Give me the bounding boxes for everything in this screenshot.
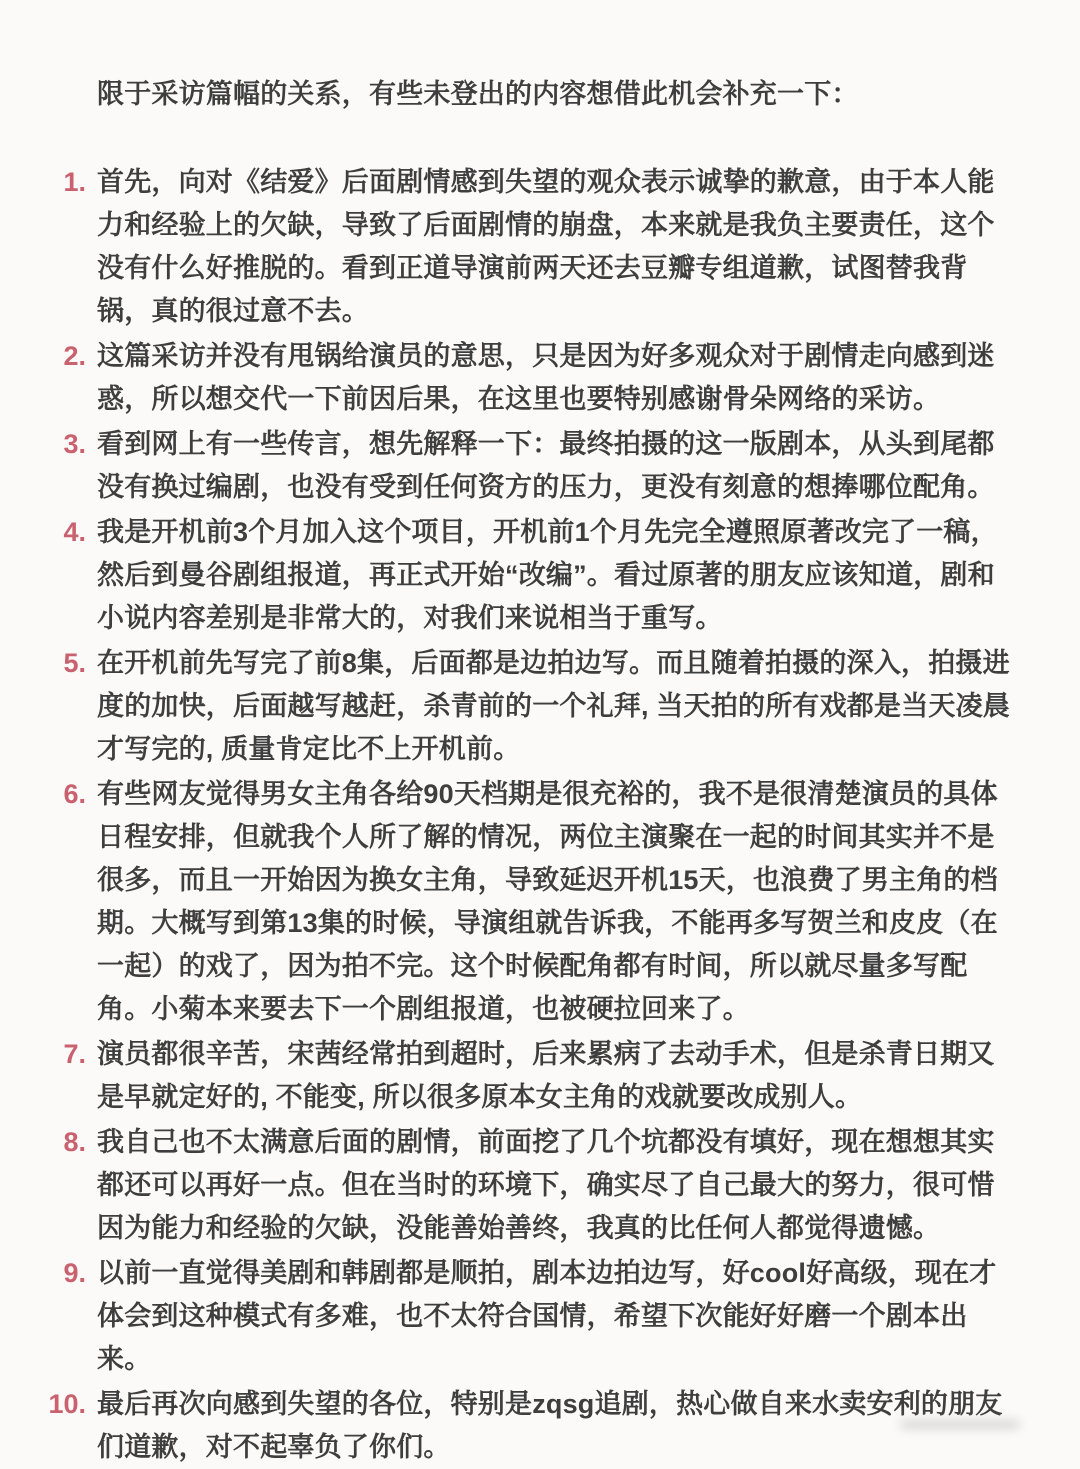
list-item [0, 1383, 1017, 1469]
item-number: 9. [63, 1258, 86, 1288]
item-number: 1. [63, 167, 86, 197]
item-text: 以前一直觉得美剧和韩剧都是顺拍，剧本边拍边写，好cool好高级，现在才体会到这种模式有多难，也不太符合国情，希望下次能好好磨一个剧本出来。 [97, 1258, 997, 1374]
item-number: 5. [63, 648, 86, 678]
numbered-list [0, 161, 1017, 1469]
list-item [0, 335, 1017, 421]
list-item [0, 423, 1017, 509]
list-item [0, 1033, 1017, 1119]
item-number: 2. [63, 341, 86, 371]
list-item [0, 1252, 1017, 1381]
list-item [0, 773, 1017, 1031]
item-number: 4. [63, 517, 86, 547]
intro-paragraph: 限于采访篇幅的关系，有些未登出的内容想借此机会补充一下： [97, 79, 859, 109]
list-item [0, 511, 1017, 640]
item-text: 最后再次向感到失望的各位，特别是zqsg追剧，热心做自来水卖安利的朋友们道歉，对不起辜负了你们。 [97, 1389, 1003, 1462]
list-item [0, 642, 1017, 771]
item-number: 3. [63, 429, 86, 459]
item-text: 在开机前先写完了前8集，后面都是边拍边写。而且随着拍摄的深入，拍摄进度的加快，后面越写越赶，杀青前的一个礼拜, 当天拍的所有戏都是当天凌晨才写完的, 质量肯定比不上开机前。 [97, 648, 1011, 764]
list-item [0, 161, 1017, 333]
item-number: 6. [63, 779, 86, 809]
item-number: 7. [63, 1039, 86, 1069]
item-number: 10. [48, 1389, 86, 1419]
item-text: 看到网上有一些传言，想先解释一下：最终拍摄的这一版剧本，从头到尾都没有换过编剧，也没有受到任何资方的压力，更没有刻意的想捧哪位配角。 [97, 429, 995, 502]
list-item [0, 1121, 1017, 1250]
item-text: 这篇采访并没有甩锅给演员的意思，只是因为好多观众对于剧情走向感到迷惑，所以想交代一下前因后果，在这里也要特别感谢骨朵网络的采访。 [97, 341, 995, 414]
item-text: 演员都很辛苦，宋茜经常拍到超时，后来累病了去动手术，但是杀青日期又是早就定好的, 不能变, 所以很多原本女主角的戏就要改成别人。 [97, 1039, 995, 1112]
item-number: 8. [63, 1127, 86, 1157]
item-text: 我自己也不太满意后面的剧情，前面挖了几个坑都没有填好，现在想想其实都还可以再好一点。但在当时的环境下，确实尽了自己最大的努力，很可惜因为能力和经验的欠缺，没能善始善终，我真的比任何人都觉得遗憾。 [97, 1127, 995, 1243]
item-text: 我是开机前3个月加入这个项目，开机前1个月先完全遵照原著改完了一稿，然后到曼谷剧组报道，再正式开始“改编”。看过原著的朋友应该知道，剧和小说内容差别是非常大的，对我们来说相当于重写。 [97, 517, 998, 633]
bottom-right-smudge [900, 1420, 1020, 1429]
item-text: 首先，向对《结爱》后面剧情感到失望的观众表示诚挚的歉意，由于本人能力和经验上的欠缺，导致了后面剧情的崩盘，本来就是我负主要责任，这个没有什么好推脱的。看到正道导演前两天还去豆瓣专组道歉，试图替我背锅，真的很过意不去。 [97, 167, 995, 326]
item-text: 有些网友觉得男女主角各给90天档期是很充裕的，我不是很清楚演员的具体日程安排，但就我个人所了解的情况，两位主演聚在一起的时间其实并不是很多，而且一开始因为换女主角，导致延迟开机15天，也浪费了男主角的档期。大概写到第13集的时候，导演组就告诉我，不能再多写贺兰和皮皮（在一起）的戏了，因为拍不完。这个时候配角都有时间，所以就尽量多写配角。小菊本来要去下一个剧组报道，也被硬拉回来了。 [97, 779, 998, 1024]
